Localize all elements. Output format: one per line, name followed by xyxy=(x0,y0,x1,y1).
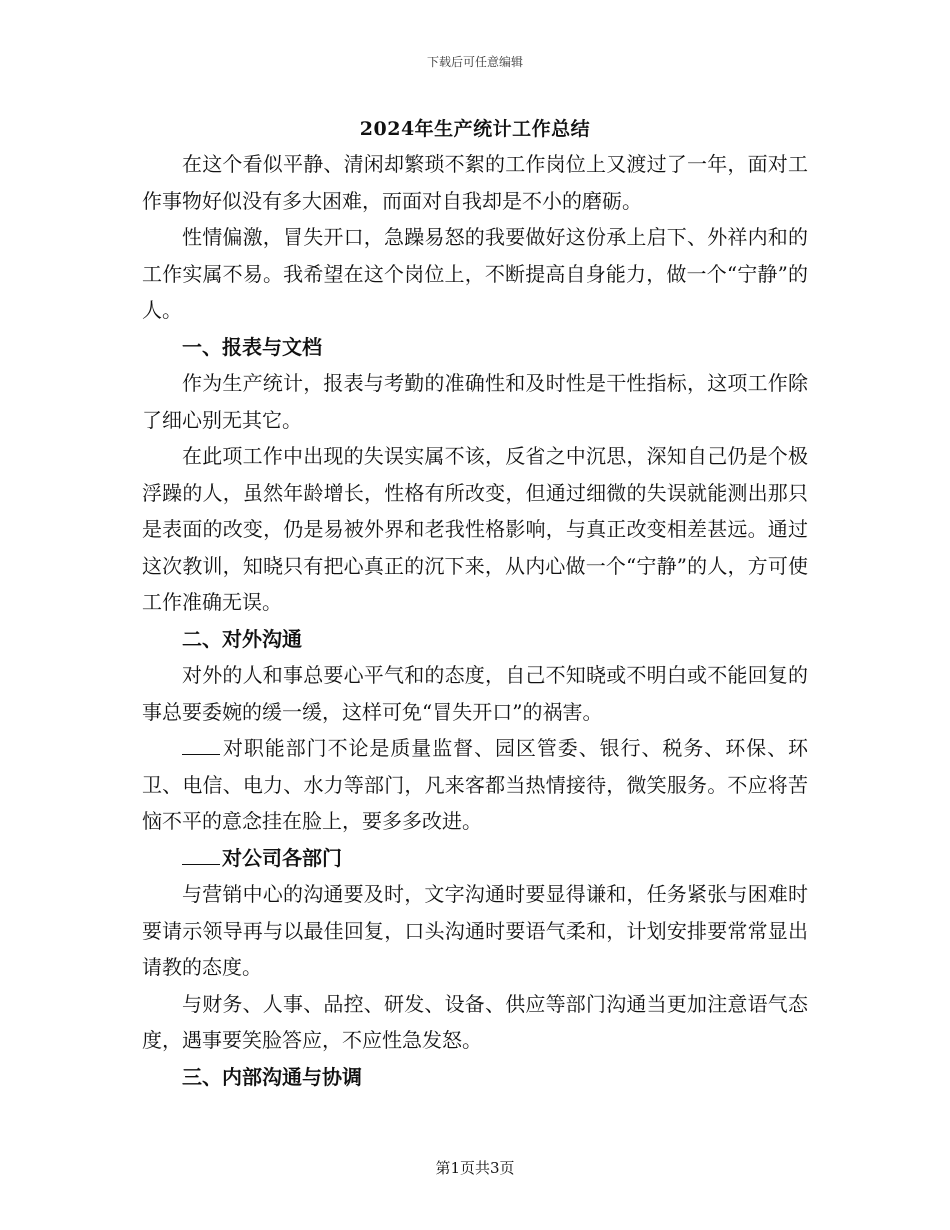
section-heading-2: 二、对外沟通 xyxy=(182,626,302,651)
paragraph-6 xyxy=(142,730,808,840)
section-heading-1: 一、报表与文档 xyxy=(182,334,322,359)
document-body xyxy=(142,146,808,1095)
section-heading-3: 三、内部沟通与协调 xyxy=(182,1064,362,1089)
page-footer: 第1页共3页 xyxy=(435,1159,515,1177)
fill-in-blank xyxy=(182,863,220,865)
subsection-heading-text: 对公司各部门 xyxy=(222,845,342,870)
paragraph-2: 性情偏激，冒失开口，急躁易怒的我要做好这份承上启下、外祥内和的工作实属不易。我希望在这个岗位上，不断提高自身能力，做一个“宁静”的人。 xyxy=(142,225,808,322)
paragraph-6-text: 对职能部门不论是质量监督、园区管委、银行、税务、环保、环卫、电信、电力、水力等部门，凡来客都当热情接待，微笑服务。不应将苦恼不平的意念挂在脸上，要多多改进。 xyxy=(142,736,808,833)
paragraph-4: 在此项工作中出现的失误实属不该，反省之中沉思，深知自己仍是个极浮躁的人，虽然年龄增长，性格有所改变，但通过细微的失误就能测出那只是表面的改变，仍是易被外界和老我性格影响，与真正改变相差甚远。通过这次教训，知晓只有把心真正的沉下来，从内心做一个“宁静”的人，方可使工作准确无误。 xyxy=(142,444,808,614)
fill-in-blank xyxy=(182,753,220,755)
paragraph-3: 作为生产统计，报表与考勤的准确性和及时性是干性指标，这项工作除了细心别无其它。 xyxy=(142,371,808,432)
paragraph-8: 与财务、人事、品控、研发、设备、供应等部门沟通当更加注意语气态度，遇事要笑脸答应，不应性急发怒。 xyxy=(142,991,808,1052)
paragraph-7: 与营销中心的沟通要及时，文字沟通时要显得谦和，任务紧张与困难时要请示领导再与以最佳回复，口头沟通时要语气柔和，计划安排要常常显出请教的态度。 xyxy=(142,882,808,979)
paragraph-5: 对外的人和事总要心平气和的态度，自己不知晓或不明白或不能回复的事总要委婉的缓一缓，这样可免“冒失开口”的祸害。 xyxy=(142,663,808,724)
subsection-heading xyxy=(142,840,808,877)
header-note: 下载后可任意编辑 xyxy=(426,55,523,69)
document-title: 2024年生产统计工作总结 xyxy=(359,118,591,140)
paragraph-1: 在这个看似平静、清闲却繁琐不絮的工作岗位上又渡过了一年，面对工作事物好似没有多大困难，而面对自我却是不小的磨砺。 xyxy=(142,152,808,213)
